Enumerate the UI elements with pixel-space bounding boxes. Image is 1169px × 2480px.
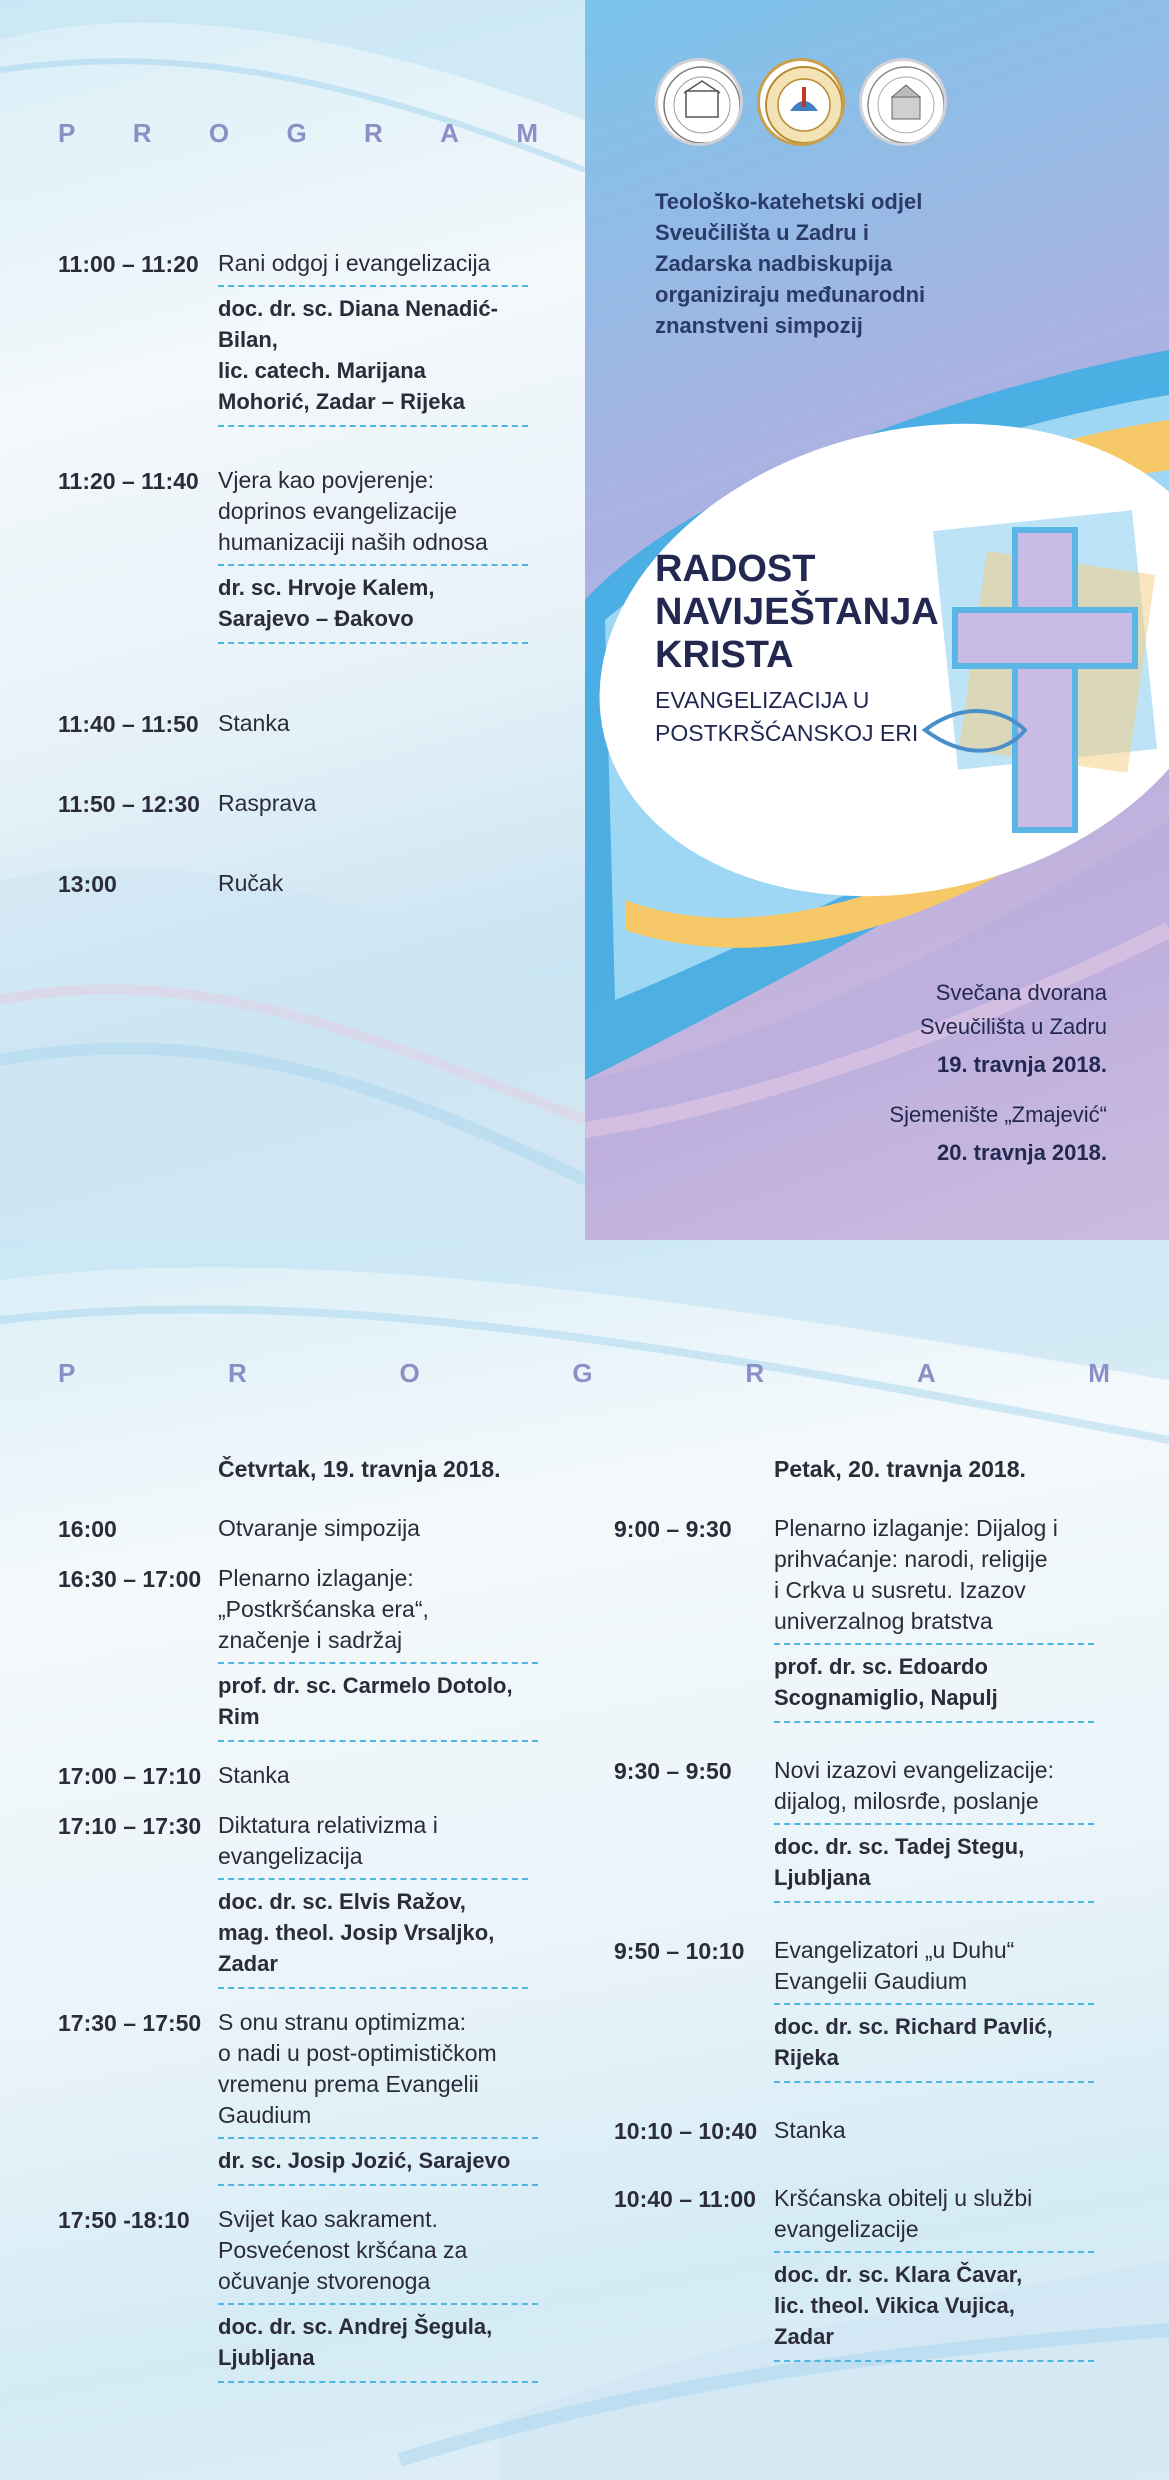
item-speakers: doc. dr. sc. Elvis Ražov, mag. theol. Josip Vrsaljko, Zadar [218, 1878, 528, 1989]
program-letter: A [440, 118, 459, 148]
program-letter: M [516, 118, 538, 148]
program-heading-top [58, 118, 538, 149]
item-title: Ručak [218, 870, 284, 896]
program-letter: G [572, 1358, 593, 1388]
item-title: Svijet kao sakrament. Posvećenost kršćana za očuvanje stvorenoga [218, 2206, 468, 2294]
item-title: Plenarno izlaganje: „Postkršćanska era“, značenje i sadržaj [218, 1565, 429, 1653]
university-seal-icon [655, 58, 743, 146]
item-time: 11:20 – 11:40 [58, 468, 199, 494]
item-title: Evangelizatori „u Duhu“ Evangelii Gaudium [774, 1937, 1015, 1994]
organizers-intro: Teološko-katehetski odjel Sveučilišta u Zadru i Zadarska nadbiskupija organiziraju međunarodni znanstveni simpozij [655, 189, 926, 338]
item-speakers: doc. dr. sc. Diana Nenadić- Bilan, lic. catech. Marijana Mohorić, Zadar – Rijeka [218, 285, 528, 427]
schedule-item [614, 2183, 1114, 2362]
schedule-item [58, 868, 538, 900]
venue-date: 19. travnja 2018. [936, 1052, 1107, 1077]
symposium-subtitle: EVANGELIZACIJA U POSTKRŠĆANSKOJ ERI [655, 687, 919, 746]
schedule-thursday [58, 1456, 578, 2383]
item-time: 11:00 – 11:20 [58, 251, 199, 277]
program-letter: R [364, 118, 383, 148]
item-speakers: dr. sc. Josip Jozić, Sarajevo [218, 2137, 538, 2186]
schedule-item [58, 465, 538, 644]
schedule-item [614, 1755, 1114, 1903]
item-speakers: doc. dr. sc. Andrej Šegula, Ljubljana [218, 2303, 538, 2383]
theological-catechetical-seal-icon [757, 58, 845, 146]
program-letter: R [228, 1358, 247, 1388]
item-time: 17:30 – 17:50 [58, 2010, 202, 2036]
item-title: Plenarno izlaganje: Dijalog i prihvaćanje: narodi, religije i Crkva u susretu. Izazov univerzalnog bratstva [774, 1515, 1058, 1634]
schedule-item [58, 1760, 578, 1792]
item-time: 16:00 [58, 1516, 117, 1542]
item-speakers: doc. dr. sc. Richard Pavlić, Rijeka [774, 2003, 1094, 2083]
venue-day1 [920, 976, 1107, 1082]
schedule-item [614, 1935, 1114, 2083]
item-title: Rani odgoj i evangelizacija [218, 250, 491, 276]
schedule-item [614, 1513, 1114, 1723]
item-time: 17:00 – 17:10 [58, 1763, 202, 1789]
schedule-item [58, 1513, 578, 1545]
item-time: 11:50 – 12:30 [58, 791, 200, 817]
symposium-title: RADOST NAVIJEŠTANJA KRISTA [655, 548, 939, 676]
schedule-top [58, 248, 538, 936]
item-time: 11:40 – 11:50 [58, 711, 199, 737]
schedule-friday [614, 1456, 1114, 2362]
venue-day2 [889, 1098, 1107, 1170]
program-letter: M [1088, 1358, 1110, 1388]
item-time: 17:50 -18:10 [58, 2207, 190, 2233]
program-letter: P [58, 118, 76, 148]
item-time: 10:10 – 10:40 [614, 2118, 758, 2144]
item-title: Kršćanska obitelj u službi evangelizacije [774, 2185, 1033, 2242]
item-time: 13:00 [58, 871, 117, 897]
item-speakers: dr. sc. Hrvoje Kalem, Sarajevo – Đakovo [218, 564, 528, 644]
archdiocese-seal-icon [859, 58, 947, 146]
item-speakers: doc. dr. sc. Tadej Stegu, Ljubljana [774, 1823, 1094, 1903]
item-title: Otvaranje simpozija [218, 1515, 420, 1541]
schedule-item [58, 2007, 578, 2186]
program-letter: O [208, 118, 230, 148]
item-speakers: prof. dr. sc. Edoardo Scognamiglio, Napulj [774, 1643, 1094, 1723]
program-letter: A [916, 1358, 936, 1388]
program-letter: O [399, 1358, 420, 1388]
item-time: 16:30 – 17:00 [58, 1566, 202, 1592]
program-letter: G [286, 118, 307, 148]
item-title: Stanka [218, 710, 290, 736]
item-title: Diktatura relativizma i evangelizacija [218, 1812, 438, 1869]
item-time: 9:00 – 9:30 [614, 1516, 732, 1542]
program-letter: R [132, 118, 152, 148]
schedule-item [614, 2115, 1114, 2147]
item-title: Stanka [218, 1762, 290, 1788]
program-heading-bottom [58, 1358, 1110, 1389]
item-title: Vjera kao povjerenje: doprinos evangelizacije humanizaciji naših odnosa [218, 467, 488, 555]
item-title: Novi izazovi evangelizacije: dijalog, milosrđe, poslanje [774, 1757, 1054, 1814]
schedule-item [58, 2204, 578, 2383]
item-time: 17:10 – 17:30 [58, 1813, 202, 1839]
item-time: 9:30 – 9:50 [614, 1758, 732, 1784]
schedule-item [58, 708, 538, 740]
item-time: 9:50 – 10:10 [614, 1938, 745, 1964]
venue-date: 20. travnja 2018. [936, 1140, 1107, 1165]
schedule-item [58, 788, 538, 820]
day-heading: Petak, 20. travnja 2018. [774, 1456, 1026, 1482]
venue-line: Svečana dvorana [935, 980, 1107, 1005]
program-letter: R [745, 1358, 765, 1388]
item-time: 10:40 – 11:00 [614, 2186, 756, 2212]
item-title: S onu stranu optimizma: o nadi u post-optimističkom vremenu prema Evangelii Gaudium [218, 2009, 497, 2128]
schedule-item [58, 248, 538, 427]
venue-line: Sjemenište „Zmajević“ [889, 1102, 1107, 1127]
day-heading: Četvrtak, 19. travnja 2018. [218, 1456, 501, 1482]
program-letter: P [58, 1358, 76, 1388]
item-title: Stanka [774, 2117, 846, 2143]
item-title: Rasprava [218, 790, 317, 816]
logos-row [655, 58, 947, 146]
item-speakers: doc. dr. sc. Klara Čavar, lic. theol. Vikica Vujica, Zadar [774, 2251, 1094, 2362]
schedule-item [58, 1810, 578, 1989]
item-speakers: prof. dr. sc. Carmelo Dotolo, Rim [218, 1662, 538, 1742]
schedule-item [58, 1563, 578, 1742]
venue-line: Sveučilišta u Zadru [919, 1014, 1107, 1039]
